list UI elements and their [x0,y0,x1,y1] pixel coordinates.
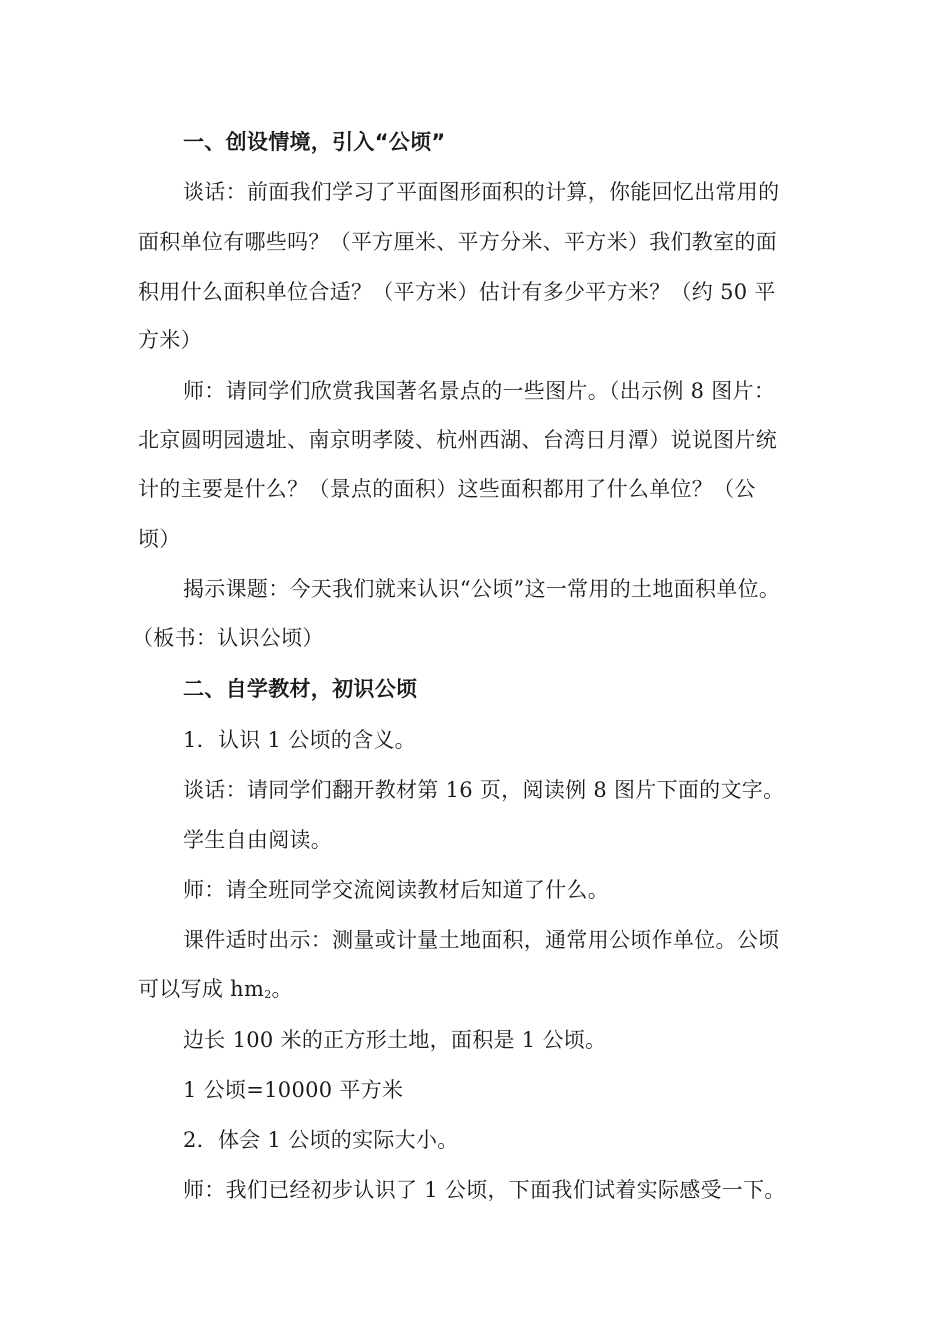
paragraph-line: （板书：认识公顷） [132,626,324,650]
unit-text: 可以写成 hm [138,977,265,1001]
paragraph-line: 课件适时出示：测量或计量土地面积，通常用公顷作单位。公顷 [183,928,780,952]
paragraph-line: 方米） [138,328,202,352]
section-heading-1: 一、创设情境，引入“公顷” [183,130,446,154]
paragraph-line: 师：我们已经初步认识了 1 公顷，下面我们试着实际感受一下。 [183,1178,786,1202]
paragraph-line: 边长 100 米的正方形土地，面积是 1 公顷。 [183,1028,607,1052]
paragraph-line: 顷） [138,527,181,551]
unit-exponent: 2 [264,988,272,1001]
section-heading-2: 二、自学教材，初识公顷 [183,677,418,701]
formula-line: 1 公顷=10000 平方米 [183,1078,404,1102]
list-item-2: 2．体会 1 公顷的实际大小。 [183,1128,459,1152]
paragraph-line: 师：请同学们欣赏我国著名景点的一些图片。（出示例 8 图片： [183,379,776,403]
paragraph-line: 面积单位有哪些吗？（平方厘米、平方分米、平方米）我们教室的面 [138,230,777,254]
paragraph-line: 师：请全班同学交流阅读教材后知道了什么。 [183,878,609,902]
sentence-end: 。 [271,977,293,1001]
paragraph-line: 谈话：请同学们翻开教材第 16 页，阅读例 8 图片下面的文字。 [183,778,785,802]
paragraph-line: 谈话：前面我们学习了平面图形面积的计算，你能回忆出常用的 [183,180,780,204]
list-item-1: 1．认识 1 公顷的含义。 [183,728,416,752]
paragraph-line: 学生自由阅读。 [183,828,333,852]
paragraph-line: 计的主要是什么？（景点的面积）这些面积都用了什么单位？（公 [138,477,756,501]
paragraph-line [138,974,293,1010]
paragraph-line: 积用什么面积单位合适？（平方米）估计有多少平方米？（约 50 平 [138,280,776,304]
paragraph-line: 揭示课题：今天我们就来认识“公顷”这一常用的土地面积单位。 [183,577,781,601]
paragraph-line: 北京圆明园遗址、南京明孝陵、杭州西湖、台湾日月潭）说说图片统 [138,428,777,452]
